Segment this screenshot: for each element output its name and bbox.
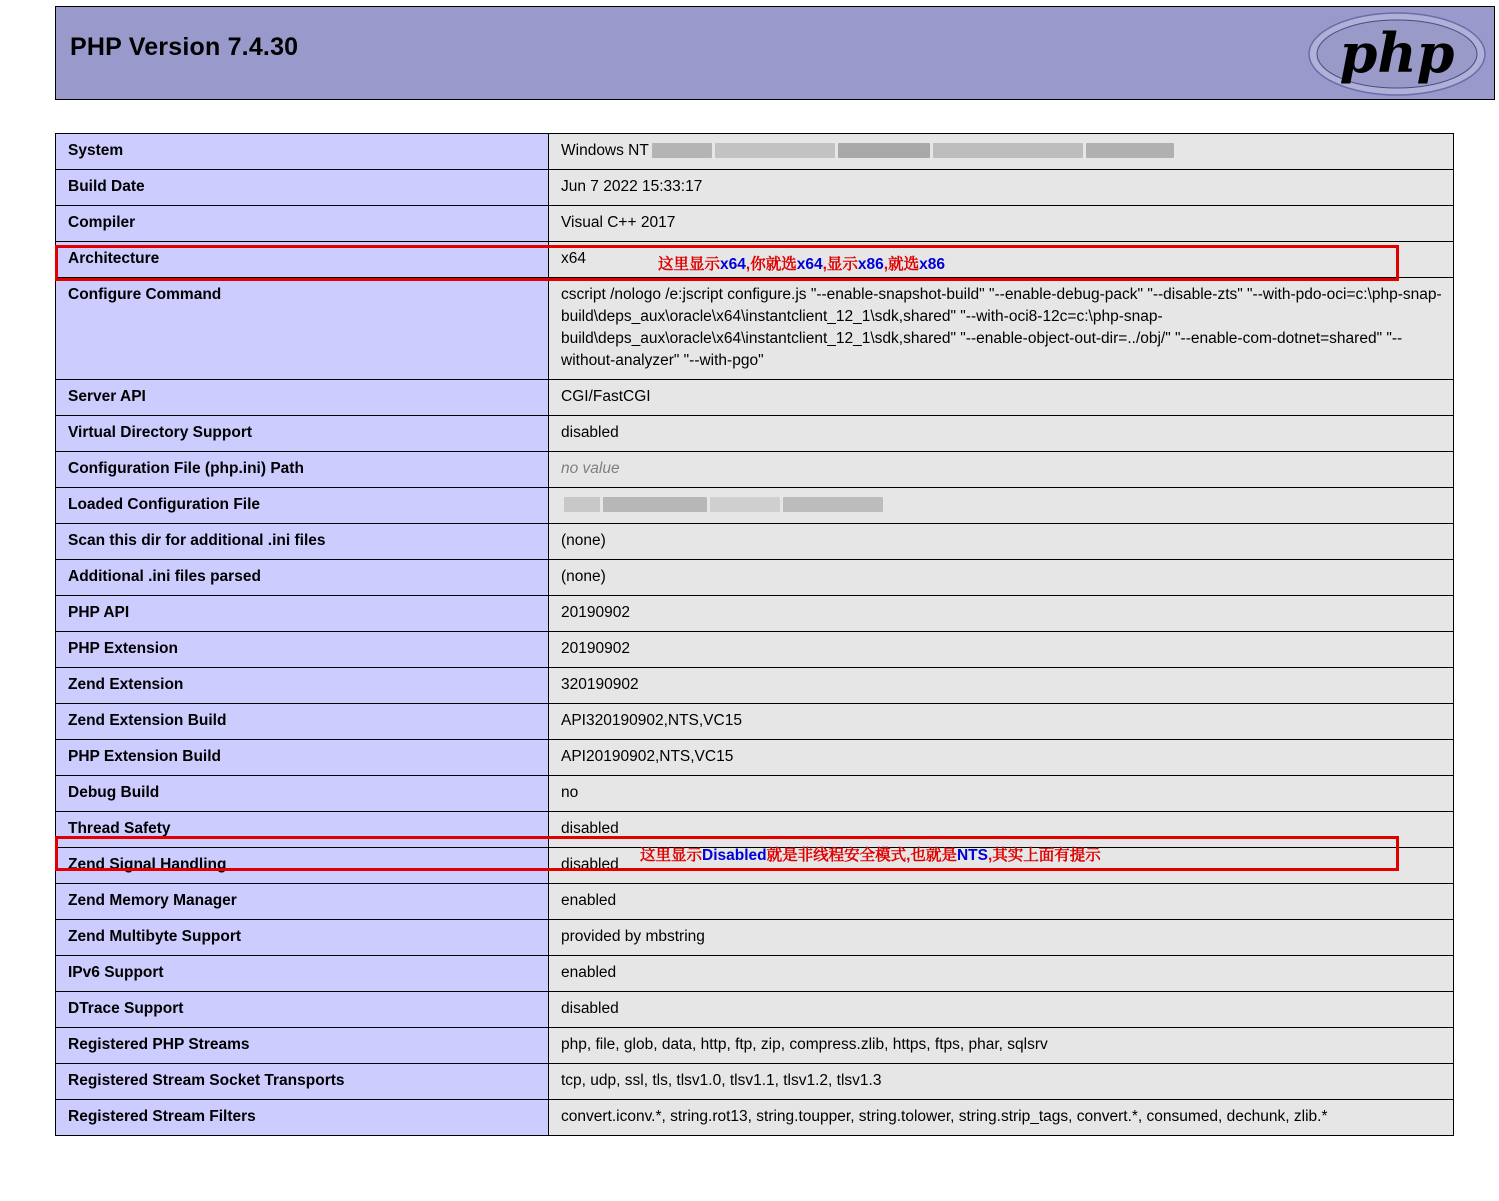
table-row (56, 488, 1454, 524)
row-value (549, 452, 1454, 488)
row-value: cscript /nologo /e:jscript configure.js "--enable-snapshot-build" "--enable-debug-pack" "--disable-zts" "--with-pdo-oci=c:\php-snap-build\deps_aux\oracle\x64\instantclient_12_1\sdk,shared" "--with-oci8-12c=c:\php-snap-build\deps_aux\oracle\x64\instantclient_12_1\sdk,shared" "--enable-object-out-dir=../obj/" "--enable-com-dotnet=shared" "--without-analyzer" "--with-pgo" (549, 278, 1454, 380)
row-value: x64 (549, 242, 1454, 278)
table-row (56, 704, 1454, 740)
annotation-part-highlight: NTS (956, 847, 988, 864)
row-key: PHP Extension (56, 632, 549, 668)
table-body (56, 134, 1454, 1136)
redaction-block (783, 497, 883, 512)
annotation-text-architecture (658, 252, 945, 274)
row-value (549, 488, 1454, 524)
table-row (56, 992, 1454, 1028)
row-key: Architecture (56, 242, 549, 278)
table-row (56, 452, 1454, 488)
phpinfo-table (55, 133, 1454, 1136)
table-row (56, 596, 1454, 632)
table-row (56, 632, 1454, 668)
annotation-part: 就是非线程安全模式,也就是 (766, 847, 957, 864)
table-row (56, 524, 1454, 560)
row-key: Debug Build (56, 776, 549, 812)
row-value-text: Windows NT (561, 142, 649, 159)
row-key: Server API (56, 380, 549, 416)
table-row (56, 134, 1454, 170)
row-value: disabled (549, 848, 1454, 884)
row-value: disabled (549, 992, 1454, 1028)
redaction-block (1086, 143, 1174, 158)
redaction-block (603, 497, 707, 512)
annotation-part-highlight: x64 (720, 256, 746, 273)
row-key: Zend Extension Build (56, 704, 549, 740)
row-key: Registered Stream Socket Transports (56, 1064, 549, 1100)
annotation-part: ,显示 (822, 256, 858, 273)
row-value: API320190902,NTS,VC15 (549, 704, 1454, 740)
annotation-part-highlight: Disabled (702, 847, 767, 864)
row-value: disabled (549, 416, 1454, 452)
row-value: provided by mbstring (549, 920, 1454, 956)
table-row (56, 206, 1454, 242)
annotation-part-highlight: x86 (919, 256, 945, 273)
redaction-block (838, 143, 930, 158)
row-key: PHP API (56, 596, 549, 632)
row-key: Compiler (56, 206, 549, 242)
row-key: Thread Safety (56, 812, 549, 848)
table-row (56, 170, 1454, 206)
row-key: Registered PHP Streams (56, 1028, 549, 1064)
row-key: Zend Extension (56, 668, 549, 704)
table-row (56, 884, 1454, 920)
row-key: Virtual Directory Support (56, 416, 549, 452)
redaction-block (564, 497, 600, 512)
row-value-text: no value (561, 460, 620, 477)
row-value: 20190902 (549, 596, 1454, 632)
annotation-part: ,你就选 (745, 256, 797, 273)
row-key: IPv6 Support (56, 956, 549, 992)
row-key: Scan this dir for additional .ini files (56, 524, 549, 560)
row-value: tcp, udp, ssl, tls, tlsv1.0, tlsv1.1, tlsv1.2, tlsv1.3 (549, 1064, 1454, 1100)
annotation-part-highlight: x86 (857, 256, 884, 273)
row-value: no (549, 776, 1454, 812)
row-value: Visual C++ 2017 (549, 206, 1454, 242)
redaction-block (933, 143, 1083, 158)
row-key: Configure Command (56, 278, 549, 380)
row-value: disabled (549, 812, 1454, 848)
redaction-block (710, 497, 780, 512)
row-key: Zend Signal Handling (56, 848, 549, 884)
row-key: Additional .ini files parsed (56, 560, 549, 596)
phpinfo-header (55, 6, 1495, 100)
row-key: Registered Stream Filters (56, 1100, 549, 1136)
table-row (56, 956, 1454, 992)
table-row (56, 560, 1454, 596)
table-row (56, 278, 1454, 380)
row-key: Build Date (56, 170, 549, 206)
table-row (56, 668, 1454, 704)
row-value: convert.iconv.*, string.rot13, string.toupper, string.tolower, string.strip_tags, convert.*, consumed, dechunk, zlib.* (549, 1100, 1454, 1136)
table-row (56, 1028, 1454, 1064)
table-row (56, 1064, 1454, 1100)
row-value: 320190902 (549, 668, 1454, 704)
annotation-part: ,就选 (883, 256, 920, 273)
row-value: API20190902,NTS,VC15 (549, 740, 1454, 776)
redaction-block (652, 143, 712, 158)
row-key: Configuration File (php.ini) Path (56, 452, 549, 488)
row-value: enabled (549, 884, 1454, 920)
row-value: (none) (549, 560, 1454, 596)
table-row (56, 920, 1454, 956)
annotation-part: ,其实上面有提示 (987, 847, 1101, 864)
annotation-text-thread-safety (640, 843, 1101, 865)
annotation-part-highlight: x64 (796, 256, 823, 273)
row-value (549, 134, 1454, 170)
row-key: Zend Memory Manager (56, 884, 549, 920)
table-row (56, 416, 1454, 452)
row-value: Jun 7 2022 15:33:17 (549, 170, 1454, 206)
table-row (56, 740, 1454, 776)
row-value: enabled (549, 956, 1454, 992)
row-value: php, file, glob, data, http, ftp, zip, compress.zlib, https, ftps, phar, sqlsrv (549, 1028, 1454, 1064)
table-row (56, 1100, 1454, 1136)
row-value: CGI/FastCGI (549, 380, 1454, 416)
row-value: 20190902 (549, 632, 1454, 668)
redaction-block (715, 143, 835, 158)
table-row (56, 380, 1454, 416)
svg-text:php: php (1339, 21, 1455, 85)
row-key: DTrace Support (56, 992, 549, 1028)
row-key: System (56, 134, 549, 170)
row-value: (none) (549, 524, 1454, 560)
page-title: PHP Version 7.4.30 (70, 33, 299, 61)
row-key: Loaded Configuration File (56, 488, 549, 524)
table-row (56, 776, 1454, 812)
annotation-part: 这里显示 (658, 256, 721, 273)
row-key: Zend Multibyte Support (56, 920, 549, 956)
annotation-part: 这里显示 (640, 847, 703, 864)
row-key: PHP Extension Build (56, 740, 549, 776)
php-logo-icon (1307, 11, 1487, 97)
